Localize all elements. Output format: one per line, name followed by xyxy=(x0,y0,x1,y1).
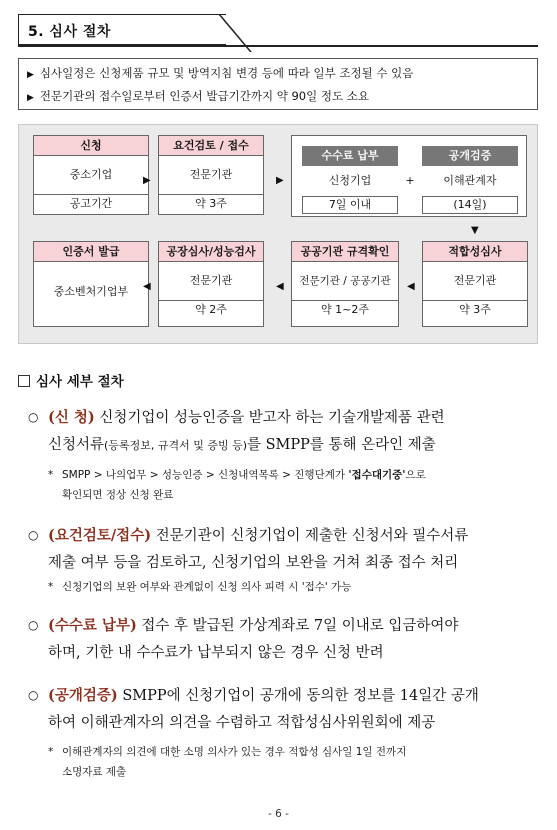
detail-item-text xyxy=(48,522,543,577)
asterisk-icon: * xyxy=(48,746,54,758)
step-body: 이해관계자 xyxy=(443,174,497,187)
step-review xyxy=(158,135,264,215)
detail-line: 전문기관이 신청기업이 제출한 신청서와 필수서류 xyxy=(155,528,469,544)
detail-item-apply xyxy=(28,404,543,459)
arrow-left-icon: ◀ xyxy=(276,281,284,292)
detail-note xyxy=(48,465,543,505)
asterisk-icon: * xyxy=(48,469,54,481)
detail-item-text xyxy=(48,404,543,459)
step-conformity-review xyxy=(422,241,528,327)
detail-line: SMPP에 신청기업이 공개에 동의한 정보를 14일간 공개 xyxy=(122,688,479,704)
step-header: 신청 xyxy=(34,136,148,156)
detail-note xyxy=(48,577,543,597)
detail-item-text xyxy=(48,612,543,667)
step-footer: 약 3주 xyxy=(423,300,527,318)
step-body: 중소벤처기업부 xyxy=(53,285,129,298)
detail-line: 제출 여부 등을 검토하고, 신청기업의 보완을 거쳐 최종 접수 처리 xyxy=(48,555,459,571)
arrow-down-icon: ▼ xyxy=(471,225,479,236)
section-title: 5. 심사 절차 xyxy=(28,24,111,40)
detail-line: 하여 이해관계자의 의견을 수렴하고 적합성심사위원회에 제공 xyxy=(48,715,436,731)
notice-text: 심사일정은 신청제품 규모 및 방역지침 변경 등에 따라 일부 조정될 수 있음 xyxy=(39,66,414,80)
arrow-right-icon: ▶ xyxy=(276,175,284,186)
circle-bullet-icon: ○ xyxy=(28,618,39,632)
asterisk-icon: * xyxy=(48,581,54,593)
note-text: 으로 xyxy=(405,469,426,481)
step-footer: 공고기간 xyxy=(34,194,148,212)
step-certificate xyxy=(33,241,149,327)
detail-section-title xyxy=(18,370,124,390)
step-body: 전문기관 xyxy=(453,274,497,287)
step-footer: 약 2주 xyxy=(159,300,263,318)
step-header: 수수료 납부 xyxy=(302,146,398,166)
circle-bullet-icon: ○ xyxy=(28,688,39,702)
detail-item-label: (공개검증) xyxy=(48,687,118,704)
step-header: 요건검토 / 접수 xyxy=(159,136,263,156)
step-header: 공개검증 xyxy=(422,146,518,166)
arrow-right-icon: ▶ xyxy=(143,175,151,186)
step-header: 적합성심사 xyxy=(423,242,527,262)
step-footer: 약 1~2주 xyxy=(292,300,398,318)
notice-line xyxy=(27,86,529,109)
detail-item-fee xyxy=(28,612,543,667)
notice-line xyxy=(27,63,529,86)
note-text: 이해관계자의 의견에 대한 소명 의사가 있는 경우 적합성 심사일 1일 전까지 xyxy=(62,746,407,758)
note-text: 확인되면 정상 신청 완료 xyxy=(62,489,174,501)
detail-small-text: (등록정보, 규격서 및 증빙 등) xyxy=(104,439,247,452)
detail-item-review xyxy=(28,522,543,577)
detail-item-label: (수수료 납부) xyxy=(48,617,137,634)
arrow-left-icon: ◀ xyxy=(407,281,415,292)
page-number: - 6 - xyxy=(268,808,289,820)
section-underline xyxy=(18,45,538,47)
step-standard-check xyxy=(291,241,399,327)
notice-box xyxy=(18,58,538,110)
step-factory-inspection xyxy=(158,241,264,327)
step-body: 신청기업 xyxy=(328,174,372,187)
step-apply xyxy=(33,135,149,215)
detail-line: 신청서류 xyxy=(48,437,105,453)
circle-bullet-icon: ○ xyxy=(28,410,39,424)
triangle-bullet-icon: ▶ xyxy=(27,70,34,80)
step-footer: 7일 이내 xyxy=(302,196,398,214)
step-header: 공장심사/성능검사 xyxy=(159,242,263,262)
note-text: SMPP > 나의업무 > 성능인증 > 신청내역목록 > 진행단계가 xyxy=(62,469,349,481)
step-body: 전문기관 xyxy=(189,168,233,181)
arrow-left-icon: ◀ xyxy=(143,281,151,292)
detail-item-label: (요건검토/접수) xyxy=(48,527,152,544)
step-group-fee-verification xyxy=(291,135,527,217)
step-body: 중소기업 xyxy=(69,168,113,181)
triangle-bullet-icon: ▶ xyxy=(27,93,34,103)
notice-text: 전문기관의 접수일로부터 인증서 발급기간까지 약 90일 정도 소요 xyxy=(39,89,369,103)
detail-item-text xyxy=(48,682,543,737)
note-text: 신청기업의 보완 여부와 관계없이 신청 의사 피력 시 '접수' 가능 xyxy=(62,581,352,593)
plus-icon: + xyxy=(405,174,415,187)
detail-line: 신청기업이 성능인증을 받고자 하는 기술개발제품 관련 xyxy=(99,410,445,426)
detail-title-text: 심사 세부 절차 xyxy=(36,374,124,390)
detail-item-verification xyxy=(28,682,543,737)
detail-item-label: (신 청) xyxy=(48,409,95,426)
checkbox-square-icon xyxy=(18,375,30,387)
detail-line: 를 SMPP를 통해 온라인 제출 xyxy=(246,437,436,453)
detail-note xyxy=(48,742,543,782)
step-footer: (14일) xyxy=(422,196,518,214)
step-footer: 약 3주 xyxy=(159,194,263,212)
note-bold-text: '접수대기중' xyxy=(348,469,406,481)
detail-line: 접수 후 발급된 가상계좌로 7일 이내로 입금하여야 xyxy=(141,618,459,634)
process-flow-diagram xyxy=(18,124,538,344)
step-header: 공공기관 규격확인 xyxy=(292,242,398,262)
note-text: 소명자료 제출 xyxy=(62,766,127,778)
step-header: 인증서 발급 xyxy=(34,242,148,262)
detail-line: 하며, 기한 내 수수료가 납부되지 않은 경우 신청 반려 xyxy=(48,645,384,661)
section-header xyxy=(18,14,248,46)
circle-bullet-icon: ○ xyxy=(28,528,39,542)
step-body: 전문기관 / 공공기관 xyxy=(299,275,391,287)
step-body: 전문기관 xyxy=(189,274,233,287)
